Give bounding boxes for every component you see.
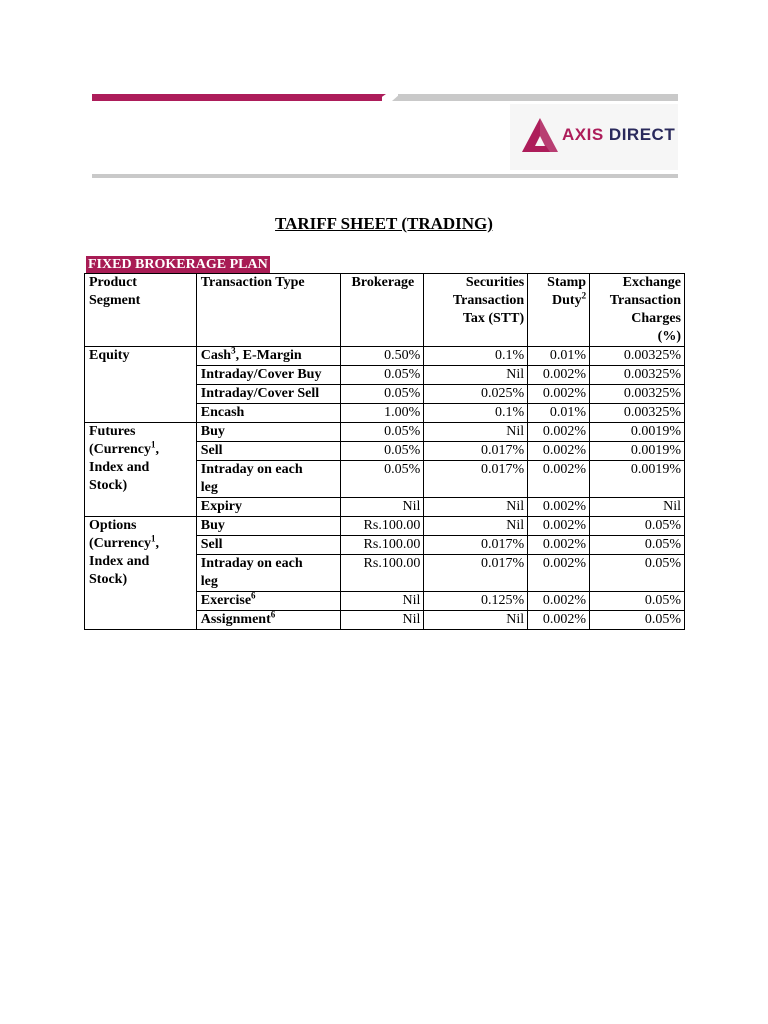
brokerage-cell: Rs.100.00 bbox=[341, 517, 424, 536]
stt-cell: 0.025% bbox=[424, 385, 528, 404]
stamp-cell: 0.002% bbox=[528, 423, 590, 442]
stamp-cell: 0.002% bbox=[528, 366, 590, 385]
stamp-cell: 0.002% bbox=[528, 517, 590, 536]
brokerage-cell: 1.00% bbox=[341, 404, 424, 423]
brokerage-cell: Nil bbox=[341, 611, 424, 630]
logo-word-direct: DIRECT bbox=[608, 125, 676, 144]
stt-cell: 0.017% bbox=[424, 461, 528, 498]
stt-cell: 0.1% bbox=[424, 404, 528, 423]
stamp-cell: 0.002% bbox=[528, 498, 590, 517]
page-title: TARIFF SHEET (TRADING) bbox=[275, 214, 493, 233]
stamp-cell: 0.002% bbox=[528, 555, 590, 592]
header-brokerage: Brokerage bbox=[341, 274, 424, 347]
axis-direct-logo bbox=[520, 115, 680, 155]
transaction-type-cell: Encash bbox=[196, 404, 341, 423]
header-product-segment: Product Segment bbox=[85, 274, 197, 347]
stt-cell: Nil bbox=[424, 423, 528, 442]
exchange-cell: 0.0019% bbox=[590, 461, 685, 498]
stamp-cell: 0.01% bbox=[528, 404, 590, 423]
table-row bbox=[85, 347, 685, 366]
exchange-cell: 0.00325% bbox=[590, 347, 685, 366]
exchange-cell: 0.00325% bbox=[590, 404, 685, 423]
stamp-cell: 0.01% bbox=[528, 347, 590, 366]
transaction-type-cell: Intraday/Cover Buy bbox=[196, 366, 341, 385]
table-row bbox=[85, 423, 685, 442]
exchange-cell: 0.00325% bbox=[590, 385, 685, 404]
transaction-type-cell: Cash$^3$, E-Margin bbox=[196, 347, 341, 366]
transaction-type-cell: Expiry bbox=[196, 498, 341, 517]
header-stamp-duty: Stamp Duty$^2$ bbox=[528, 274, 590, 347]
stt-cell: 0.1% bbox=[424, 347, 528, 366]
exchange-cell: 0.05% bbox=[590, 592, 685, 611]
exchange-cell: Nil bbox=[590, 498, 685, 517]
exchange-cell: 0.05% bbox=[590, 611, 685, 630]
segment-options: Options (Currency$^1$, Index and Stock) bbox=[85, 517, 197, 630]
segment-equity: Equity bbox=[85, 347, 197, 423]
logo-text bbox=[562, 125, 675, 145]
header-rule bbox=[92, 174, 678, 178]
header-exchange-charges: Exchange Transaction Charges (%) bbox=[590, 274, 685, 347]
plan-label: FIXED BROKERAGE PLAN bbox=[88, 257, 268, 272]
brokerage-cell: Rs.100.00 bbox=[341, 555, 424, 592]
exchange-cell: 0.0019% bbox=[590, 423, 685, 442]
stamp-cell: 0.002% bbox=[528, 461, 590, 498]
stamp-cell: 0.002% bbox=[528, 611, 590, 630]
logo-word-axis: AXIS bbox=[562, 125, 604, 144]
table-row bbox=[85, 517, 685, 536]
stt-cell: Nil bbox=[424, 517, 528, 536]
brokerage-cell: 0.05% bbox=[341, 442, 424, 461]
stt-cell: 0.017% bbox=[424, 442, 528, 461]
tariff-table bbox=[84, 273, 685, 630]
stt-cell: 0.125% bbox=[424, 592, 528, 611]
stt-cell: 0.017% bbox=[424, 536, 528, 555]
axis-logo-icon bbox=[520, 116, 560, 154]
transaction-type-cell: Sell bbox=[196, 442, 341, 461]
brokerage-cell: 0.05% bbox=[341, 366, 424, 385]
stamp-cell: 0.002% bbox=[528, 536, 590, 555]
transaction-type-cell: Exercise$^6$ bbox=[196, 592, 341, 611]
transaction-type-cell: Intraday on each leg bbox=[196, 461, 341, 498]
brokerage-cell: 0.05% bbox=[341, 423, 424, 442]
exchange-cell: 0.05% bbox=[590, 555, 685, 592]
transaction-type-cell: Buy bbox=[196, 517, 341, 536]
transaction-type-cell: Buy bbox=[196, 423, 341, 442]
header-accent-notch bbox=[376, 94, 386, 101]
brokerage-cell: Nil bbox=[341, 592, 424, 611]
exchange-cell: 0.05% bbox=[590, 536, 685, 555]
exchange-cell: 0.05% bbox=[590, 517, 685, 536]
stt-cell: 0.017% bbox=[424, 555, 528, 592]
brokerage-cell: 0.50% bbox=[341, 347, 424, 366]
brokerage-cell: 0.05% bbox=[341, 385, 424, 404]
brokerage-cell: Nil bbox=[341, 498, 424, 517]
transaction-type-cell: Intraday/Cover Sell bbox=[196, 385, 341, 404]
stt-cell: Nil bbox=[424, 498, 528, 517]
header-transaction-type: Transaction Type bbox=[196, 274, 341, 347]
exchange-cell: 0.00325% bbox=[590, 366, 685, 385]
header-stt: Securities Transaction Tax (STT) bbox=[424, 274, 528, 347]
brokerage-cell: 0.05% bbox=[341, 461, 424, 498]
transaction-type-cell: Sell bbox=[196, 536, 341, 555]
segment-futures: Futures (Currency$^1$, Index and Stock) bbox=[85, 423, 197, 517]
stt-cell: Nil bbox=[424, 611, 528, 630]
header-grey-bar bbox=[398, 94, 678, 101]
stt-cell: Nil bbox=[424, 366, 528, 385]
transaction-type-cell: Intraday on each leg bbox=[196, 555, 341, 592]
brokerage-cell: Rs.100.00 bbox=[341, 536, 424, 555]
stamp-cell: 0.002% bbox=[528, 442, 590, 461]
table-header-row bbox=[85, 274, 685, 347]
stamp-cell: 0.002% bbox=[528, 385, 590, 404]
transaction-type-cell: Assignment$^6$ bbox=[196, 611, 341, 630]
exchange-cell: 0.0019% bbox=[590, 442, 685, 461]
stamp-cell: 0.002% bbox=[528, 592, 590, 611]
header-accent-bar bbox=[92, 94, 382, 101]
